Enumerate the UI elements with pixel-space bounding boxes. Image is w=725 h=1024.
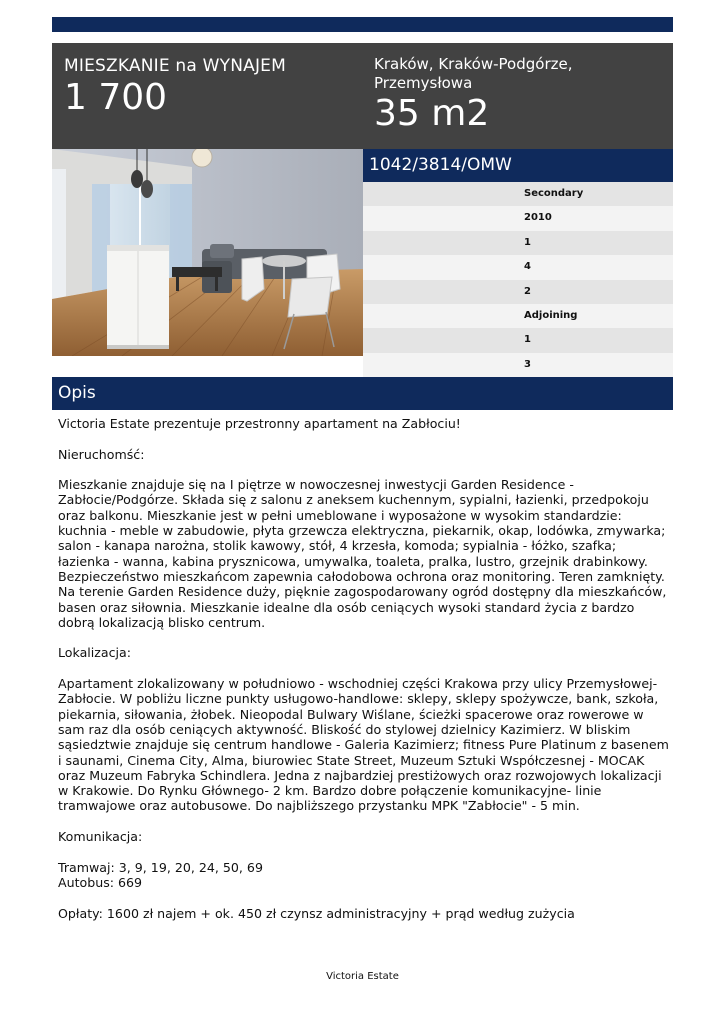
detail-value: 2 (524, 285, 531, 297)
property-details-table (363, 182, 673, 377)
offer-type: MIESZKANIE na WYNAJEM (64, 56, 286, 76)
section-title: Opis (58, 383, 96, 403)
description-section-header (52, 377, 673, 410)
detail-value: 1 (524, 334, 531, 346)
detail-row (363, 206, 673, 230)
description-paragraph: Apartament zlokalizowany w południowo - wschodniej części Krakowa przy ulicy Przemysłowej- Zabłocie. W pobliżu liczne punkty usługowo-handlowe: sklepy, sklepy spożywcze, bank, szkoła, piekarnia, siłowania, żłobek. Nieopodal Bulwary Wiślane, ścieżki spacerowe oraz rowerowe w sam raz dla osób ceniących aktywność. Bliskość do stylowej dzielnicy Kazimierz. W bliskim sąsiedztwie znajduje się centrum handlowe - Galeria Kazimierz; fitness Pure Platinum z basenem i saunami, Cinema City, Alma, biurowiec State Street, Muzeum Sztuki Współczesnej - MOCAK oraz Muzeum Fabryka Schindlera. Jedna z najbardziej prestiżowych oraz rozwojowych lokalizacji w Krakowie. Do Rynku Głównego- 2 km. Bardzo dobre połączenie komunikacyjne- linie tramwajowe oraz autobusowe. Do najbliższego przystanku MPK "Zabłocie" - 5 min. (58, 676, 669, 814)
description-paragraph: Victoria Estate prezentuje przestronny apartament na Zabłociu! (58, 416, 461, 431)
detail-value: Secondary (524, 188, 584, 199)
price: 1 700 (64, 77, 168, 118)
detail-row (363, 304, 673, 328)
description-paragraph: Mieszkanie znajduje się na I piętrze w nowoczesnej inwestycji Garden Residence - Zabłocie/Podgórze. Składa się z salonu z aneksem kuchennym, sypialni, łazienki, przedpokoju oraz balkonu. Mieszkanie jest w pełni umeblowane i wyposażone w wysokim standardzie: kuchnia - meble w zabudowie, płyta grzewcza elektryczna, piekarnik, okap, lodówka, zmywarka; salon - kanapa narożna, stolik kawowy, stół, 4 krzesła, komoda; sypialnia - łóżko, szafka; łazienka - wanna, kabina prysznicowa, umywalka, toaleta, pralka, lustro, grzejnik drabinkowy. Bezpieczeństwo mieszkańcom zapewnia całodobowa ochrona oraz monitoring. Teren zamknięty. Na terenie Garden Residence duży, pięknie zagospodarowany ogród dostępny dla mieszkańców, basen oraz siłownia. Mieszkanie idealne dla osób ceniących wysoki standard życia z bardzo dobrą lokalizacją blisko centrum. (58, 477, 667, 630)
top-accent-bar (52, 17, 673, 32)
description-paragraph: Nieruchomść: (58, 446, 145, 462)
description-paragraph: Komunikacja: (58, 829, 143, 845)
listing-header (52, 43, 673, 149)
detail-row (363, 328, 673, 352)
description-paragraph: Tramwaj: 3, 9, 19, 20, 24, 50, 69 (58, 859, 263, 875)
detail-row (363, 255, 673, 279)
detail-value: 3 (524, 358, 531, 370)
description-paragraph: Autobus: 669 (58, 874, 143, 890)
detail-value: Adjoining (524, 309, 578, 321)
apartment-photo (52, 149, 363, 356)
detail-row (363, 231, 673, 255)
area: 35 m2 (374, 93, 490, 134)
detail-value: 4 (524, 261, 531, 273)
footer-text: Victoria Estate (326, 971, 399, 982)
description-body (58, 416, 670, 936)
description-paragraph: Opłaty: 1600 zł najem + ok. 450 zł czynsz administracyjny + prąd według zużycia (58, 905, 575, 921)
detail-row (363, 353, 673, 377)
detail-value: 2010 (524, 212, 552, 224)
detail-row (363, 280, 673, 304)
location: Kraków, Kraków-Podgórze, Przemysłowa (374, 55, 573, 92)
reference-number: 1042/3814/OMW (369, 155, 512, 175)
detail-value: 1 (524, 236, 531, 248)
description-paragraph: Lokalizacja: (58, 645, 131, 661)
reference-number-bar (363, 149, 673, 182)
detail-row (363, 182, 673, 206)
